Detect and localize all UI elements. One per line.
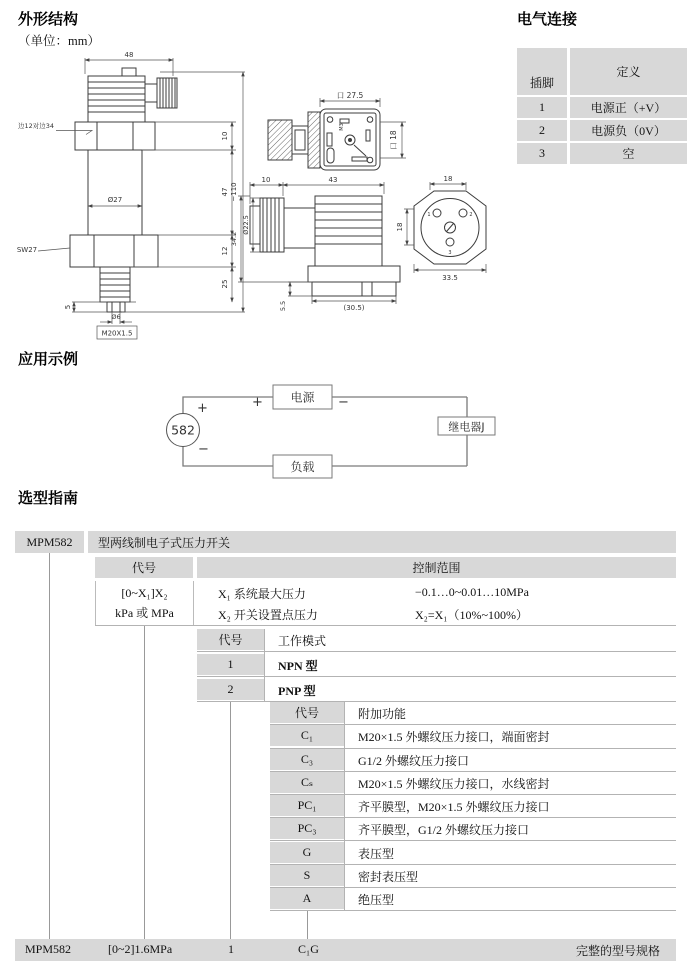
range-code-cell [95, 581, 194, 625]
definition-cell: 电源正（+V） [570, 97, 687, 118]
wrench-size-note: SW27 [16, 246, 38, 254]
pin-number-label: 3 [448, 250, 452, 256]
additional-desc: 密封表压型 [358, 870, 419, 884]
additional-desc: 绝压型 [358, 893, 395, 907]
range-code-line1: [0~X₁]X₂ [121, 586, 168, 600]
dim-label: (30.5) [343, 304, 365, 312]
selection-section-title: 选型指南 [18, 490, 79, 507]
dim-label: 12 [221, 246, 229, 256]
application-section-title: 应用示例 [18, 351, 79, 368]
dim-label: 5 [64, 304, 72, 310]
additional-desc: M20×1.5 外螺纹压力接口，水线密封 [358, 777, 550, 791]
connector-line [49, 553, 50, 939]
load-label: 负载 [290, 460, 315, 474]
additional-code-cell: PC₃ [270, 818, 344, 839]
dim-label: 口 18 [389, 130, 398, 150]
thread-spec-label: M20X1.5 [101, 329, 133, 338]
range-header-cell: 控制范围 [197, 557, 676, 578]
supply-minus: − [338, 395, 349, 410]
additional-header: 附加功能 [358, 707, 407, 721]
dim-label: 口 27.5 [336, 91, 364, 100]
screw-size-note: M3 [339, 123, 345, 131]
dim-label: ~110 [230, 182, 238, 202]
connector-side-view [250, 196, 400, 296]
dim-label: 18 [396, 222, 404, 232]
definition-cell: 空 [570, 143, 687, 164]
dim-label: 43 [328, 176, 338, 184]
example-range: [0~2]1.6MPa [108, 942, 173, 956]
connector-line [307, 911, 308, 939]
range-code-header-cell: 代号 [95, 557, 193, 578]
connector-line [230, 702, 231, 939]
hex-across-flats-note: 边12对边34 [17, 122, 55, 130]
work-mode-desc: PNP 型 [278, 684, 316, 698]
example-addition: C₁G [298, 942, 319, 956]
dim-label: 10 [221, 131, 229, 141]
plug-face-view [268, 109, 380, 170]
dim-label: 5.5 [279, 300, 287, 312]
model-cell: MPM582 [15, 531, 84, 553]
range-code-line2: kPa 或 MPa [115, 606, 174, 620]
dim-label: 48 [124, 52, 134, 59]
example-model: MPM582 [25, 942, 72, 956]
dim-label: Ø22.5 [242, 215, 250, 235]
additional-desc: G1/2 外螺纹压力接口 [358, 754, 470, 768]
dim-label: 47 [221, 187, 229, 197]
dim-label: 34.2 [230, 231, 238, 247]
outline-unit-note: （单位：mm） [18, 34, 100, 48]
range-row2-label: X₂ 开关设置点压力 [218, 608, 318, 622]
additional-code-cell: Cₛ [270, 772, 344, 793]
additional-desc: 齐平膜型，M20×1.5 外螺纹压力接口 [358, 800, 550, 814]
model-desc-cell: 型两线制电子式压力开关 [88, 531, 676, 553]
power-supply-label: 电源 [290, 390, 315, 405]
transmitter-side-view [70, 68, 177, 312]
dim-label: 10 [261, 176, 271, 184]
application-circuit [0, 375, 689, 487]
dim-label: Ø27 [107, 196, 123, 204]
additional-code-cell: C₃ [270, 749, 344, 770]
dim-label: Ø6 [111, 313, 121, 321]
additional-desc: M20×1.5 外螺纹压力接口，端面密封 [358, 730, 550, 744]
definition-cell: 电源负（0V） [570, 120, 687, 141]
work-mode-code-header-cell: 代号 [197, 629, 264, 650]
definition-header-cell: 定义 [570, 48, 687, 95]
relay-label: 继电器J [448, 420, 485, 434]
work-mode-code-cell: 2 [197, 679, 264, 700]
outline-section-title: 外形结构 [18, 11, 79, 28]
work-mode-header: 工作模式 [278, 634, 327, 648]
pin-header-cell: 插脚 [517, 48, 567, 95]
range-row1-label: X₁ 系统最大压力 [218, 587, 306, 601]
additional-desc: 表压型 [358, 847, 395, 861]
range-row2-value: X₂=X₁（10%~100%） [415, 608, 528, 622]
additional-code-header-cell: 代号 [270, 702, 344, 723]
pin-cell: 3 [517, 143, 567, 164]
additional-code-cell: C₁ [270, 725, 344, 746]
pin-number-label: 2 [469, 212, 473, 218]
polarity-minus: − [198, 442, 209, 457]
additional-code-cell: A [270, 888, 344, 909]
example-note: 完整的型号规格 [575, 944, 660, 958]
additional-code-cell: S [270, 865, 344, 886]
supply-plus: + [252, 395, 263, 410]
polarity-plus: + [197, 401, 208, 416]
range-row1-value: −0.1…0~0.01…10MPa [415, 585, 529, 599]
connector-line [144, 626, 145, 939]
dim-label: 33.5 [442, 274, 458, 282]
pin-number-label: 1 [427, 212, 431, 218]
pin-cell: 2 [517, 120, 567, 141]
outline-drawing [0, 52, 689, 348]
work-mode-code-cell: 1 [197, 654, 264, 675]
dim-label: 25 [221, 279, 229, 289]
example-mode: 1 [228, 942, 234, 956]
additional-code-cell: G [270, 842, 344, 863]
pin-cell: 1 [517, 97, 567, 118]
additional-code-cell: PC₁ [270, 795, 344, 816]
electrical-section-title: 电气连接 [517, 11, 578, 28]
dim-label: 18 [443, 175, 453, 183]
additional-desc: 齐平膜型，G1/2 外螺纹压力接口 [358, 823, 530, 837]
switch-label: 582 [171, 422, 195, 438]
work-mode-desc: NPN 型 [278, 659, 318, 673]
